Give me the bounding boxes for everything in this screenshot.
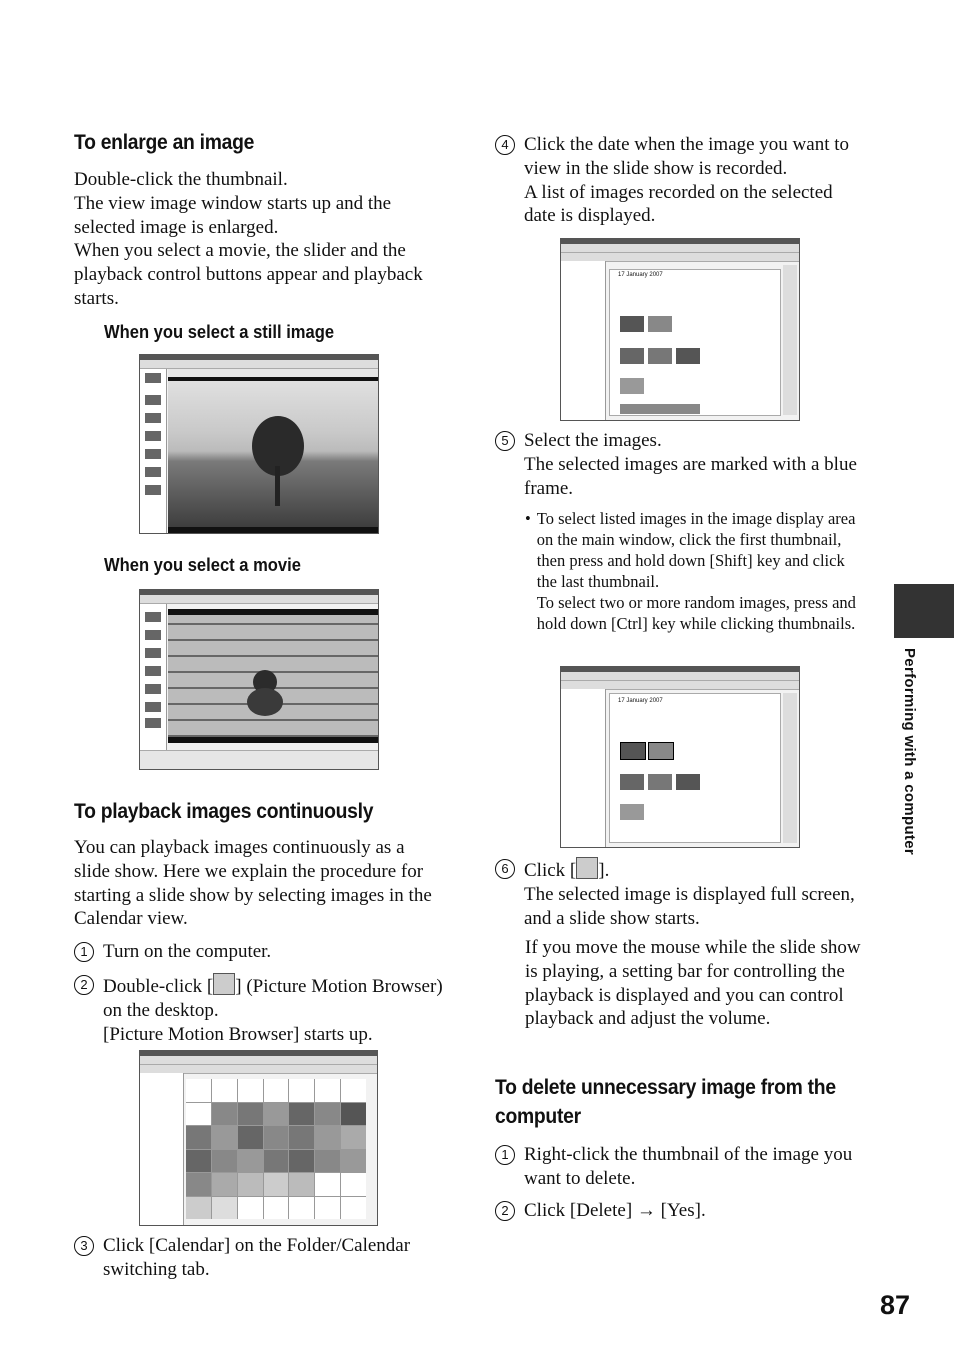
step-text bbox=[524, 133, 865, 228]
slide-show-icon bbox=[576, 857, 598, 879]
picture-motion-browser-icon bbox=[213, 973, 235, 995]
enlarge-line-3: When you select a movie, the slider and the playback control buttons appear and playback starts. bbox=[74, 240, 423, 309]
step-text-part: The selected image is displayed full screen, and a slide show starts. bbox=[524, 883, 855, 929]
step-text bbox=[524, 1199, 706, 1223]
subheading-movie: When you select a movie bbox=[104, 555, 301, 575]
step-number: 1 bbox=[495, 1145, 515, 1165]
subheading-still: When you select a still image bbox=[104, 322, 335, 342]
delete-step-2 bbox=[495, 1199, 865, 1223]
date-label: 17 January 2007 bbox=[618, 272, 663, 278]
heading-enlarge: To enlarge an image bbox=[74, 131, 255, 154]
step-text-part: The selected images are marked with a blue frame. bbox=[524, 453, 857, 499]
step-text-part: Double-click [ bbox=[103, 976, 214, 997]
step-text-part: Click [Delete] bbox=[524, 1200, 633, 1221]
step-text bbox=[524, 429, 865, 500]
dog-graphic bbox=[235, 660, 295, 720]
step-number: 3 bbox=[74, 1236, 94, 1256]
step-5 bbox=[495, 429, 865, 500]
step-number: 6 bbox=[495, 859, 515, 879]
step-number: 1 bbox=[74, 942, 94, 962]
step-2 bbox=[74, 973, 444, 1046]
playback-text: You can playback images continuously as a slide show. Here we explain the procedure for starting a slide show by selecting images in the Calendar view. bbox=[74, 837, 432, 930]
step-text-part: ] (Picture Motion Browser) on the desktop. bbox=[103, 976, 443, 1021]
section-tab bbox=[894, 584, 954, 638]
calendar-grid bbox=[186, 1079, 366, 1219]
heading-delete: To delete unnecessary image from the computer bbox=[495, 1076, 836, 1128]
selected-images-screenshot bbox=[560, 666, 800, 848]
bullet-select bbox=[525, 508, 865, 634]
step-6 bbox=[495, 857, 865, 930]
step-4 bbox=[495, 133, 865, 228]
arrow-icon: → bbox=[636, 1200, 656, 1221]
page-number: 87 bbox=[880, 1290, 911, 1320]
step-text-part: ]. bbox=[598, 860, 610, 881]
enlarge-line-1: Double-click the thumbnail. bbox=[74, 169, 288, 190]
step-text-part: [Picture Motion Browser] starts up. bbox=[103, 1023, 373, 1045]
heading-playback: To playback images continuously bbox=[74, 800, 374, 823]
step-text-part: A list of images recorded on the selected date is displayed. bbox=[524, 181, 833, 227]
step-6-note: If you move the mouse while the slide show is playing, a setting bar for controlling the playback is displayed and you can control playback and adjust the volume. bbox=[525, 937, 861, 1030]
step-text: Turn on the computer. bbox=[103, 941, 272, 962]
date-label: 17 January 2007 bbox=[618, 698, 663, 704]
step-text: Right-click the thumbnail of the image you want to delete. bbox=[524, 1144, 853, 1189]
enlarge-line-2: The view image window starts up and the selected image is enlarged. bbox=[74, 192, 392, 238]
step-text-part: [Yes]. bbox=[660, 1200, 706, 1221]
bullet-text-b: To select two or more random images, press and hold down [Ctrl] key while clicking thumbnails. bbox=[536, 593, 856, 633]
tree-graphic bbox=[248, 411, 308, 511]
step-number: 5 bbox=[495, 431, 515, 451]
step-3 bbox=[74, 1234, 444, 1282]
calendar-view-screenshot bbox=[139, 1050, 378, 1226]
step-text-part: Click [ bbox=[524, 860, 577, 881]
enlarge-text bbox=[74, 168, 444, 311]
delete-step-1 bbox=[495, 1143, 865, 1191]
step-text bbox=[103, 973, 444, 1046]
still-image-viewer-screenshot bbox=[139, 354, 379, 534]
bullet-text bbox=[537, 508, 865, 634]
section-label: Performing with a computer bbox=[901, 648, 918, 855]
step-text-part: Select the images. bbox=[524, 430, 662, 451]
step-text: Click [Calendar] on the Folder/Calendar switching tab. bbox=[103, 1235, 411, 1280]
step-text-part: Click the date when the image you want to view in the slide show is recorded. bbox=[524, 134, 850, 179]
step-number: 4 bbox=[495, 135, 515, 155]
date-list-screenshot bbox=[560, 238, 800, 421]
bullet-text-a: To select listed images in the image display area on the main window, click the first thumbnail, then press and hold down [Shift] key and click the last thumbnail. bbox=[536, 509, 856, 591]
step-1 bbox=[74, 940, 444, 964]
step-text bbox=[524, 857, 865, 930]
movie-viewer-screenshot bbox=[139, 589, 379, 770]
step-number: 2 bbox=[495, 1201, 515, 1221]
step-number: 2 bbox=[74, 975, 94, 995]
bullet-dot: • bbox=[525, 509, 531, 528]
